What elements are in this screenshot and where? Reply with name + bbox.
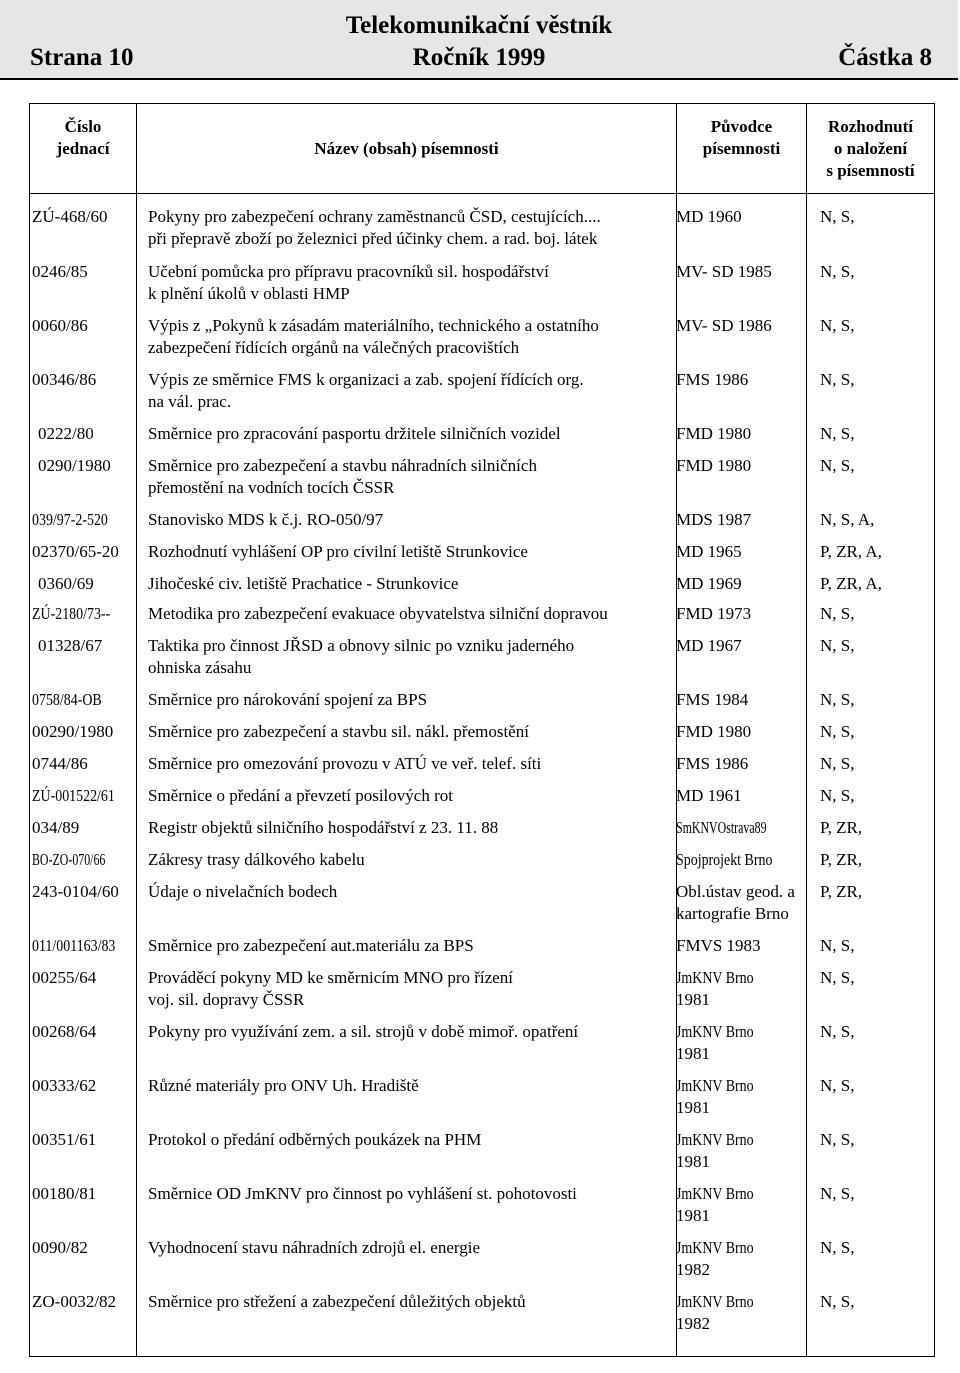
page-header (0, 0, 958, 80)
page-number: Strana 10 (30, 44, 134, 71)
volume-year: Ročník 1999 (412, 44, 546, 71)
column-header-name: Název (obsah) písemnosti (314, 139, 499, 158)
records-table: Číslo jednací Název (obsah) písemnosti Původce písemnosti Rozhodnutí o naložení s písemností ZÚ-468/60 Pokyny pro zabezpečení ochrany zaměstnanců ČSD, cestujících.... při přepravě zboží po železnici před účinky chem. a rad. boj. látek MD 1960 N, S, 0246/85 Učební pomůcka pro přípravu pracovníků sil. hospodářství k plnění úkolů v oblasti HMP MV- SD 1985 N, S, 0060/86 Výpis z „Pokynů k zásadám materiálního, technického a ostatního zabezpečení řídících orgánů na válečných pracovištích MV- SD 1986 N, S, 00346/86 Výpis ze směrnice FMS k organizaci a zab. spojení řídících org. na vál. prac. FMS 1986 N, S, 0222/80 Směrnice pro zpracování pasportu držitele silničních vozidel FMD 1980 N, S, 0290/1980 Směrnice pro zabezpečení a stavbu náhradních silničních přemostění na vodních tocích ČSSR FMD 1980 N, S, 039/97-2-520 Stanovisko MDS k č.j. RO-050/97 MDS 1987 N, S, A, 02370/65-20 Rozhodnutí vyhlášení OP pro civilní letiště Strunkovice MD 1965 P, ZR, A, 0360/69 Jihočeské civ. letiště Prachatice - Strunkovice MD 1969 P, ZR, A, ZÚ-2180/73-- Metodika pro zabezpečení evakuace obyvatelstva silniční dopravou FMD 1973 N, S, 01328/67 Taktika pro činnost JŘSD a obnovy silnic po vzniku jaderného ohniska zásahu MD 1967 N, S, 0758/84-OB Směrnice pro nárokování spojení za BPS FMS 1984 N, S, 00290/1980 Směrnice pro zabezpečení a stavbu sil. nákl. přemostění FMD 1980 N, S, 0744/86 Směrnice pro omezování provozu v ATÚ ve veř. telef. síti FMS 1986 N, S, ZÚ-001522/61 Směrnice o předání a převzetí posilových rot MD 1961 N, S, 034/89 Registr objektů silničního hospodářství z 23. 11. 88 SmKNVOstrava89 P, ZR, BO-ZO-070/66 Zákresy trasy dálkového kabelu Spojprojekt Brno P, ZR, 243-0104/60 Údaje o nivelačních bodech Obl.ústav geod. a kartografie Brno P, ZR, 011/001163/83 Směrnice pro zabezpečení aut.materiálu za BPS FMVS 1983 N, S, 00255/64 Prováděcí pokyny MD ke směrnicím MNO pro řízení voj. sil. dopravy ČSSR JmKNV Brno 1981 N, S, 00268/64 Pokyny pro využívání zem. a sil. strojů v době mimoř. opatření JmKNV Brno 1981 N, S, 00333/62 Různé materiály pro ONV Uh. Hradiště JmKNV Brno 1981 N, S, 00351/61 Protokol o předání odběrných poukázek na PHM JmKNV Brno 1981 N, S, 00180/81 Směrnice OD JmKNV pro činnost po vyhlášení st. pohotovosti JmKNV Brno 1981 N, S, 0090/82 Vyhodnocení stavu náhradních zdrojů el. energie JmKNV Brno 1982 N, S, ZO-0032/82 Směrnice pro střežení a zabezpečení důležitých objektů JmKNV Brno 1982 N, S, (29, 103, 935, 1357)
publication-title: Telekomunikační věstník (345, 12, 613, 39)
column-header-id: Číslo jednací (56, 117, 110, 158)
column-divider (136, 104, 137, 1356)
issue-number: Částka 8 (838, 44, 932, 71)
column-divider (806, 104, 807, 1356)
column-header-decision: Rozhodnutí o naložení s písemností (826, 117, 915, 180)
column-header-originator: Původce písemnosti (702, 117, 781, 158)
header-separator (30, 193, 934, 194)
